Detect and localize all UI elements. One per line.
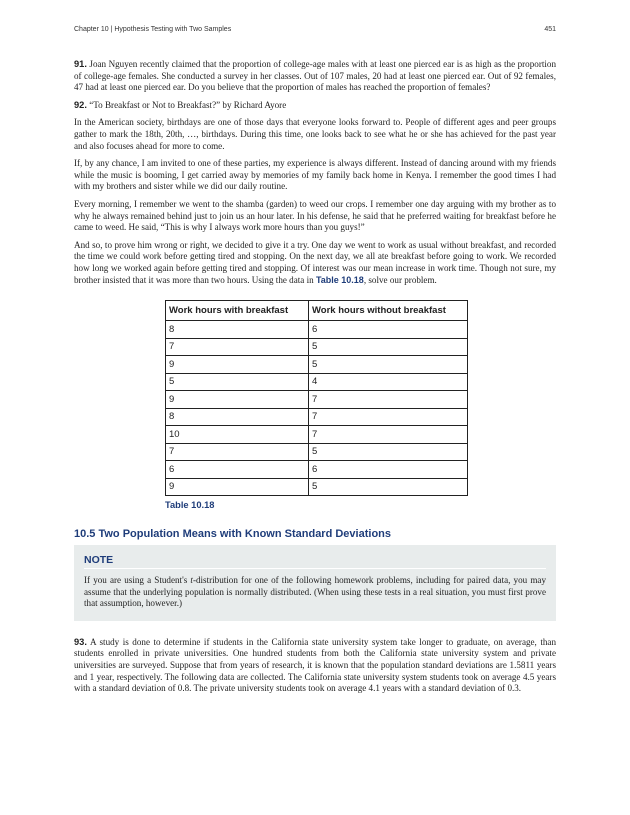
note-box — [74, 545, 556, 621]
table-cell: 5 — [309, 443, 468, 461]
essay-paragraph: In the American society, birthdays are one of those days that everyone looks forward to. People of different ages and peer groups gather to mark the 18th, 20th, …, birthdays. During this time, one looks back to see what he or she has achieved for the past year and also focuses ahead for more to come. — [74, 117, 556, 151]
table-cell: 4 — [309, 373, 468, 391]
note-text-part: -distribution for one of the following homework problems, including for paired data, you may assume that the underlying population is normally distributed. (When using these tests in a real situation, you must first prove that assumption, however.) — [84, 575, 547, 609]
table-row — [166, 408, 468, 426]
essay-title: “To Breakfast or Not to Breakfast?” by Richard Ayore — [89, 99, 287, 110]
table-cell: 6 — [166, 461, 309, 479]
section-heading: 10.5 Two Population Means with Known Standard Deviations — [74, 528, 391, 541]
table-row — [166, 321, 468, 339]
note-text-part: If you are using a Student's — [84, 575, 191, 586]
note-italic-t: t — [190, 575, 193, 586]
note-title: NOTE — [84, 554, 114, 567]
exercise-93 — [74, 637, 556, 695]
note-divider — [84, 568, 546, 569]
table-cell: 8 — [166, 408, 309, 426]
exercise-text: A study is done to determine if students in the California state university system take longer to graduate, on average, than students enrolled in private universities. One hundred students from both the California state university system and private universities are surveyed. Suppose that from years of research, it is known that the population standard deviations are 1.5811 years and 1 year, respectively. The following data are collected. The California state university system students took on average 4.5 years with a standard deviation of 0.8. The private university students took on average 4.1 years with a standard deviation of 0.3. — [74, 636, 556, 694]
page-number: 451 — [544, 26, 556, 33]
work-hours-table — [165, 300, 468, 496]
table-row — [166, 426, 468, 444]
note-text — [84, 575, 546, 610]
table-header-row — [166, 301, 468, 321]
table-row — [166, 391, 468, 409]
table-cell: 5 — [309, 338, 468, 356]
table-container — [165, 300, 556, 496]
exercise-91 — [74, 59, 556, 94]
exercise-number: 92. — [74, 99, 87, 110]
table-cell: 5 — [166, 373, 309, 391]
table-cell: 6 — [309, 321, 468, 339]
table-row — [166, 356, 468, 374]
page-content — [74, 59, 556, 701]
column-header: Work hours with breakfast — [166, 301, 309, 321]
exercise-number: 91. — [74, 59, 87, 69]
essay-paragraph: Every morning, I remember we went to the shamba (garden) to weed our crops. I remember one day arguing with my brother as to why he always remained behind just to join us an hour later. In his defense, he said that he preferred waiting for breakfast before he came to weed. He said, “This is why I always work more hours than you guys!” — [74, 198, 556, 233]
table-row — [166, 338, 468, 356]
table-cell: 7 — [309, 408, 468, 426]
essay-paragraph: If, by any chance, I am invited to one of these parties, my experience is always different. Instead of dancing around with my friends while the music is booming, I get carried away by memories of my family back home in Kenya. I remember the good times I had with my brothers and sister while we did our daily routine. — [74, 158, 556, 192]
paragraph-text: And so, to prove him wrong or right, we decided to give it a try. One day we went to work as usual without breakfast, and recorded the time we could work before getting tired and stopping. On the next day, we all ate breakfast before going to work. We recorded how long we worked again before getting tired and stopping. Of interest was our mean increase in work time. Though not sure, my brother insisted that it was more than two hours. Using the data in — [74, 239, 556, 285]
paragraph-text: , solve our problem. — [363, 274, 437, 285]
exercise-number: 93. — [74, 636, 87, 647]
table-reference-link[interactable]: Table 10.18 — [315, 274, 364, 285]
table-row — [166, 478, 468, 496]
chapter-title: Chapter 10 | Hypothesis Testing with Two Samples — [74, 26, 232, 33]
table-cell: 9 — [166, 356, 309, 374]
page-header — [74, 26, 556, 38]
table-row — [166, 461, 468, 479]
column-header: Work hours without breakfast — [309, 301, 468, 321]
exercise-text: Joan Nguyen recently claimed that the proportion of college-age males with at least one pierced ear is as high as the proportion of college-age females. She conducted a survey in her classes. Out of 107 males, 20 had at least one pierced ear. Out of 92 females, 47 had at least one pierced ear. Do you believe that the proportion of males has reached the proportion of females? — [74, 59, 556, 93]
table-cell: 6 — [309, 461, 468, 479]
table-cell: 10 — [166, 426, 309, 444]
table-row — [166, 443, 468, 461]
table-cell: 7 — [166, 443, 309, 461]
table-cell: 9 — [166, 478, 309, 496]
table-cell: 7 — [309, 426, 468, 444]
table-cell: 8 — [166, 321, 309, 339]
table-row — [166, 373, 468, 391]
exercise-92-title — [74, 100, 556, 112]
table-cell: 5 — [309, 356, 468, 374]
table-caption: Table 10.18 — [165, 500, 215, 511]
table-cell: 5 — [309, 478, 468, 496]
table-cell: 9 — [166, 391, 309, 409]
table-cell: 7 — [166, 338, 309, 356]
table-cell: 7 — [309, 391, 468, 409]
essay-paragraph-last — [74, 240, 556, 286]
